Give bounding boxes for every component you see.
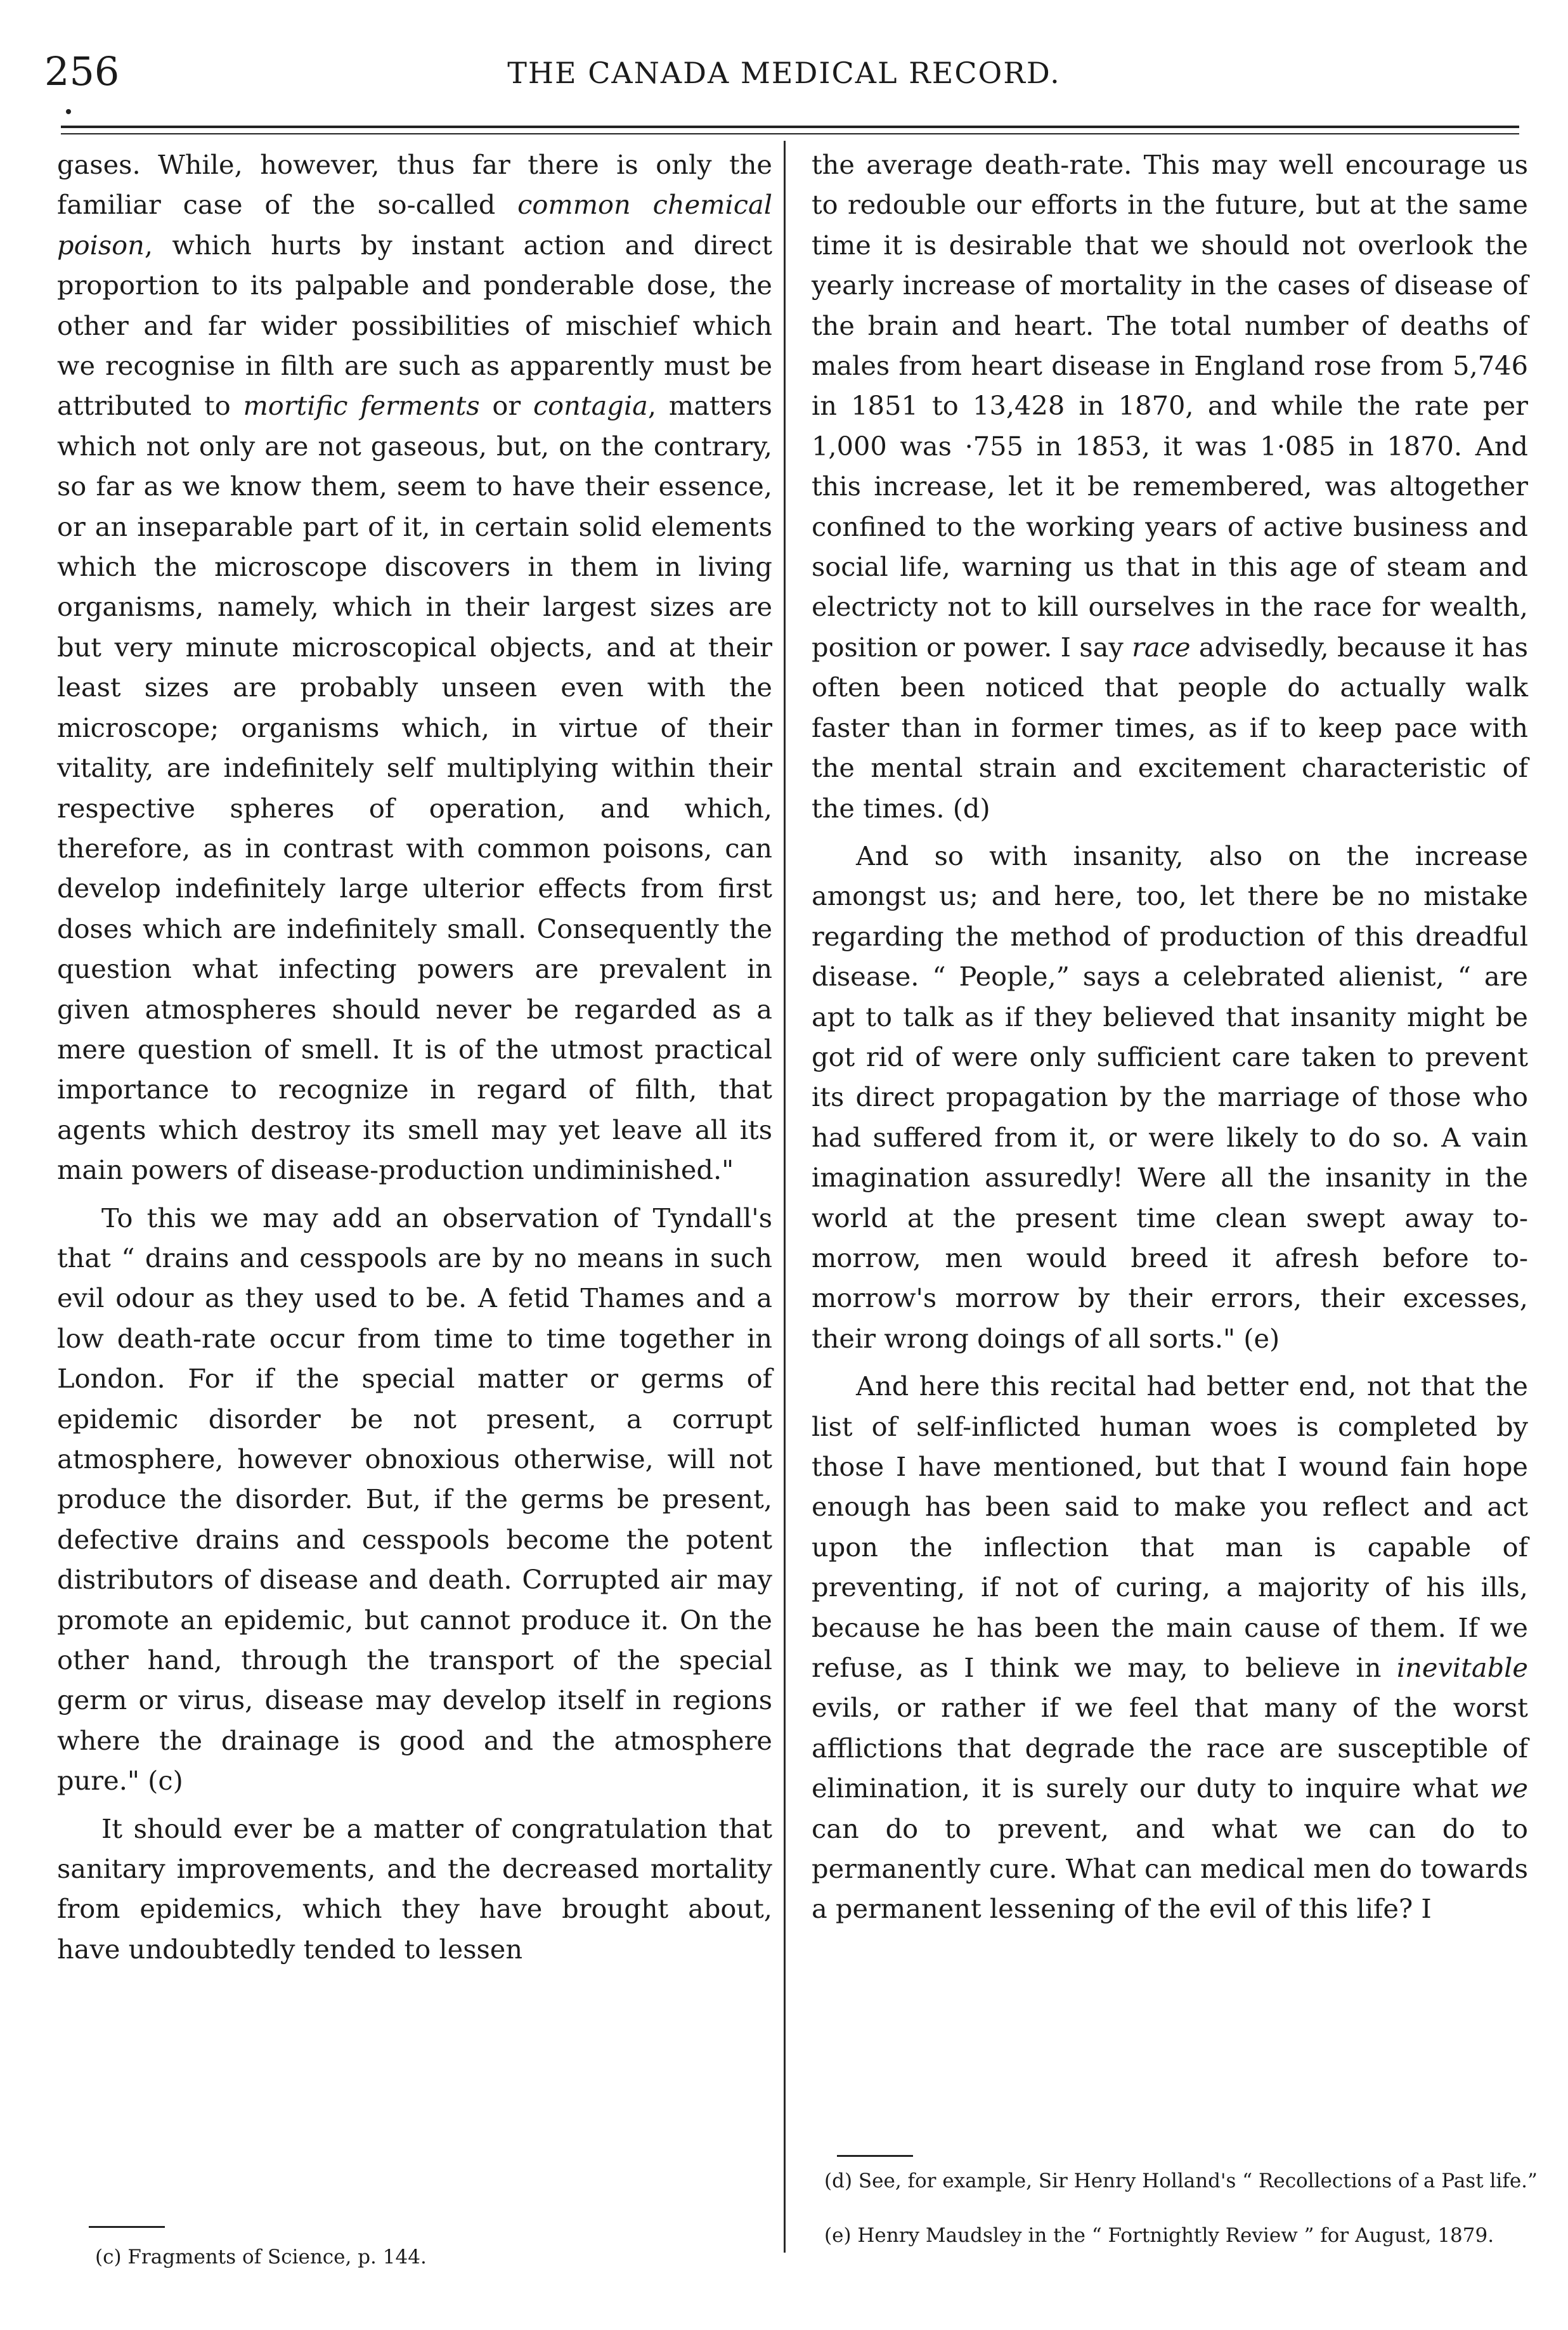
footnote-rule-left	[89, 2226, 165, 2228]
header-rule-bottom	[61, 133, 1519, 134]
left-paragraph-2: To this we may add an observation of Tyndall's that “ drains and cesspools are by no means in such evil odour as they used to be. A fetid Thames and a low death-rate occur from time to time together in London. For if the special matter or germs of epidemic disorder be not present, a corrupt atmosphere, however obnoxious otherwise, will not produce the disorder. But, if the germs be present, defective drains and cesspools become the potent distributors of disease and death. Corrupted air may promote an epidemic, but cannot produce it. On the other hand, through the transport of the special germ or virus, disease may develop itself in regions where the drainage is good and the atmosphere pure." (c)	[57, 1202, 772, 1797]
page-number: 256	[44, 48, 120, 94]
footnote-d: (d) See, for example, Sir Henry Holland's “ Recollections of a Past life.”	[824, 2170, 1538, 2192]
left-column	[57, 145, 772, 1969]
column-divider	[784, 141, 786, 2253]
right-paragraph-3: And here this recital had better end, not that the list of self-inflicted human woes is completed by those I have mentioned, but that I wound fain hope enough has been said to make you reflect and act upon the inflection that man is capable of preventing, if not of curing, a majority of his ills, because he has been the main cause of them. If we refuse, as I think we may, to believe in inevitable evils, or rather if we feel that many of the worst afflictions that degrade the race are susceptible of elimination, it is surely our duty to inquire what we can do to prevent, and what we can do to permanently cure. What can medical men do towards a permanent lessening of the evil of this life? I	[812, 1370, 1528, 1925]
footnote-e: (e) Henry Maudsley in the “ Fortnightly Review ” for August, 1879.	[824, 2224, 1494, 2247]
right-column	[812, 145, 1528, 1929]
left-paragraph-1: gases. While, however, thus far there is only the familiar case of the so-called common chemical poison, which hurts by instant action and direct proportion to its palpable and ponderable dose, the other and far wider possibilities of mischief which we recognise in filth are such as apparently must be attributed to mortific ferments or contagia, matters which not only are not gaseous, but, on the contrary, so far as we know them, seem to have their essence, or an inseparable part of it, in certain solid elements which the microscope discovers in them in living organisms, namely, which in their largest sizes are but very minute microscopical objects, and at their least sizes are probably unseen even with the microscope; organisms which, in virtue of their vitality, are indefinitely self multiplying within their respective spheres of operation, and which, therefore, as in contrast with common poisons, can develop indefinitely large ulterior effects from first doses which are indefinitely small. Consequently the question what infecting powers are prevalent in given atmospheres should never be regarded as a mere question of smell. It is of the utmost practical importance to recognize in regard of filth, that agents which destroy its smell may yet leave all its main powers of disease-production undiminished."	[57, 149, 773, 1186]
left-paragraph-3: It should ever be a matter of congratulation that sanitary improvements, and the decreased mortality from epidemics, which they have brought about, have undoubtedly tended to lessen	[57, 1813, 772, 1965]
header-dot	[66, 109, 71, 114]
footnote-rule-right	[837, 2155, 913, 2157]
right-paragraph-2: And so with insanity, also on the increase amongst us; and here, too, let there be no mistake regarding the method of production of this dreadful disease. “ People,” says a celebrated alienist, “ are apt to talk as if they believed that insanity might be got rid of were only sufficient care taken to prevent its direct propagation by the marriage of those who had suffered from it, or were likely to do so. A vain imagination assuredly! Were all the insanity in the world at the present time clean swept away to-morrow, men would breed it afresh before to-morrow's morrow by their errors, their excesses, their wrong doings of all sorts." (e)	[812, 840, 1528, 1354]
header-rule-top	[61, 126, 1519, 128]
footnote-c: (c) Fragments of Science, p. 144.	[95, 2246, 427, 2268]
right-paragraph-1: the average death-rate. This may well encourage us to redouble our efforts in the future, but at the same time it is desirable that we should not overlook the yearly increase of mortality in the cases of disease of the brain and heart. The total number of deaths of males from heart disease in England rose from 5,746 in 1851 to 13,428 in 1870, and while the rate per 1,000 was ·755 in 1853, it was 1·085 in 1870. And this increase, let it be remembered, was altogether confined to the working years of active business and social life, warning us that in this age of steam and electricty not to kill ourselves in the race for wealth, position or power. I say race advisedly, because it has often been noticed that people do actually walk faster than in former times, as if to keep pace with the mental strain and excitement characteristic of the times. (d)	[812, 149, 1528, 824]
running-head-journal-title: THE CANADA MEDICAL RECORD.	[507, 56, 1061, 90]
